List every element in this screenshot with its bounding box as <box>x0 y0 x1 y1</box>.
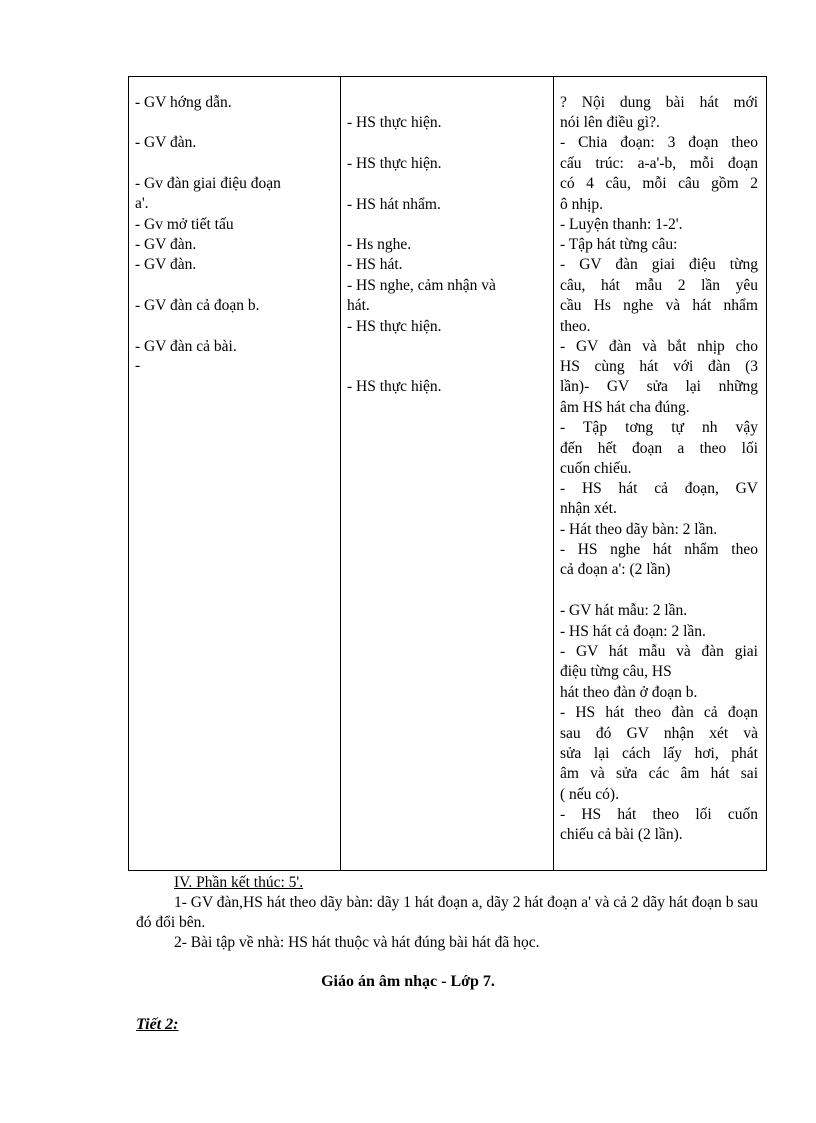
col3-line: - HS hát theo lối cuốn <box>560 806 758 823</box>
col3-line: cầu Hs nghe và hát nhẩm <box>560 297 758 314</box>
col3-line: theo. <box>560 318 591 335</box>
col3-line: - GV đàn giai điệu từng <box>560 256 758 273</box>
closing-item-2: 2- Bài tập về nhà: HS hát thuộc và hát đúng bài hát đã học. <box>174 934 540 951</box>
col1-line: - Gv đàn giai điệu đoạn <box>135 175 281 192</box>
col3-line: ? Nội dung bài hát mới <box>560 94 758 111</box>
col1-line: - <box>135 357 141 374</box>
col3-line: - HS hát cả đoạn, GV <box>560 480 758 497</box>
col3-line: cuốn chiếu. <box>560 460 632 477</box>
col3-line: sửa lại cách lấy hơi, phát <box>560 745 758 762</box>
col1-line: - Gv mở tiết tấu <box>135 216 234 233</box>
col3-line: - HS hát theo đàn cả đoạn <box>560 704 758 721</box>
col1-line: - GV đàn. <box>135 256 197 273</box>
col1-line: - GV đàn cả đoạn b. <box>135 297 260 314</box>
col3-line: âm và sửa các âm hát sai <box>560 765 758 782</box>
col1-line: - GV đàn cả bài. <box>135 338 237 355</box>
col2-line: - HS thực hiện. <box>347 378 442 395</box>
col3-line: nói lên điều gì?. <box>560 114 660 131</box>
col1-line: - GV đàn. <box>135 134 197 151</box>
closing-item-1: 1- GV đàn,HS hát theo dãy bàn: dãy 1 hát đoạn a, dãy 2 hát đoạn a' và cả 2 dãy hát đoạn b sau đó đổi bên. <box>136 894 758 931</box>
col3-line: - HS hát cả đoạn: 2 lần. <box>560 623 706 640</box>
col2-line: - HS hát nhẩm. <box>347 196 441 213</box>
col2-line: - Hs nghe. <box>347 236 412 253</box>
col3-line: - Chia đoạn: 3 đoạn theo <box>560 134 758 151</box>
col1-line: - GV đàn. <box>135 236 197 253</box>
col3-line: lần)- GV sửa lại những <box>560 378 758 395</box>
col3-line: - GV hát mẫu và đàn giai <box>560 643 758 660</box>
col3-line: - Tập hát từng câu: <box>560 236 678 253</box>
col2-line: - HS thực hiện. <box>347 318 442 335</box>
col1-line: a'. <box>135 195 149 212</box>
col3-line: sau đó GV nhận xét và <box>560 725 758 742</box>
col2-line: - HS thực hiện. <box>347 155 442 172</box>
lesson-table <box>128 76 767 871</box>
col3-line: HS cùng hát với đàn (3 <box>560 358 758 375</box>
col3-line: ô nhịp. <box>560 196 604 213</box>
col2-line: - HS nghe, cảm nhận và <box>347 277 496 294</box>
col3-line: ( nếu có). <box>560 786 619 803</box>
col3-line: - GV đàn và bắt nhịp cho <box>560 338 758 355</box>
col3-line: âm HS hát cha đúng. <box>560 399 690 416</box>
student-activity-column <box>341 77 554 871</box>
col2-line: hát. <box>347 297 370 314</box>
col2-line: - HS thực hiện. <box>347 114 442 131</box>
col3-line: nhận xét. <box>560 500 617 517</box>
col3-line: có 4 câu, mỗi câu gồm 2 <box>560 175 758 192</box>
col3-line: - GV hát mẫu: 2 lần. <box>560 602 688 619</box>
col3-line: - Tập tơng tự nh vậy <box>560 419 758 436</box>
col3-line: đến hết đoạn a theo lối <box>560 440 758 457</box>
teacher-activity-column <box>129 77 341 871</box>
col3-line: hát theo đàn ở đoạn b. <box>560 684 698 701</box>
col3-line: - Hát theo dãy bàn: 2 lần. <box>560 521 718 538</box>
content-column <box>554 77 767 871</box>
col2-line: - HS hát. <box>347 256 403 273</box>
col1-line: - GV hớng dẫn. <box>135 94 232 111</box>
lesson-period-heading: Tiết 2: <box>136 1016 179 1033</box>
col3-line: điệu từng câu, HS <box>560 663 672 680</box>
col3-line: chiếu cả bài (2 lần). <box>560 826 683 843</box>
document-title: Giáo án âm nhạc - Lớp 7. <box>321 973 495 990</box>
col3-line: - HS nghe hát nhẩm theo <box>560 541 758 558</box>
col3-line: cả đoạn a': (2 lần) <box>560 561 671 578</box>
section-heading: IV. Phần kết thúc: 5'. <box>174 874 304 891</box>
col3-line: - Luyện thanh: 1-2'. <box>560 216 683 233</box>
col3-line: câu, hát mẫu 2 lần yêu <box>560 277 758 294</box>
col3-line: cấu trúc: a-a'-b, mỗi đoạn <box>560 155 758 172</box>
